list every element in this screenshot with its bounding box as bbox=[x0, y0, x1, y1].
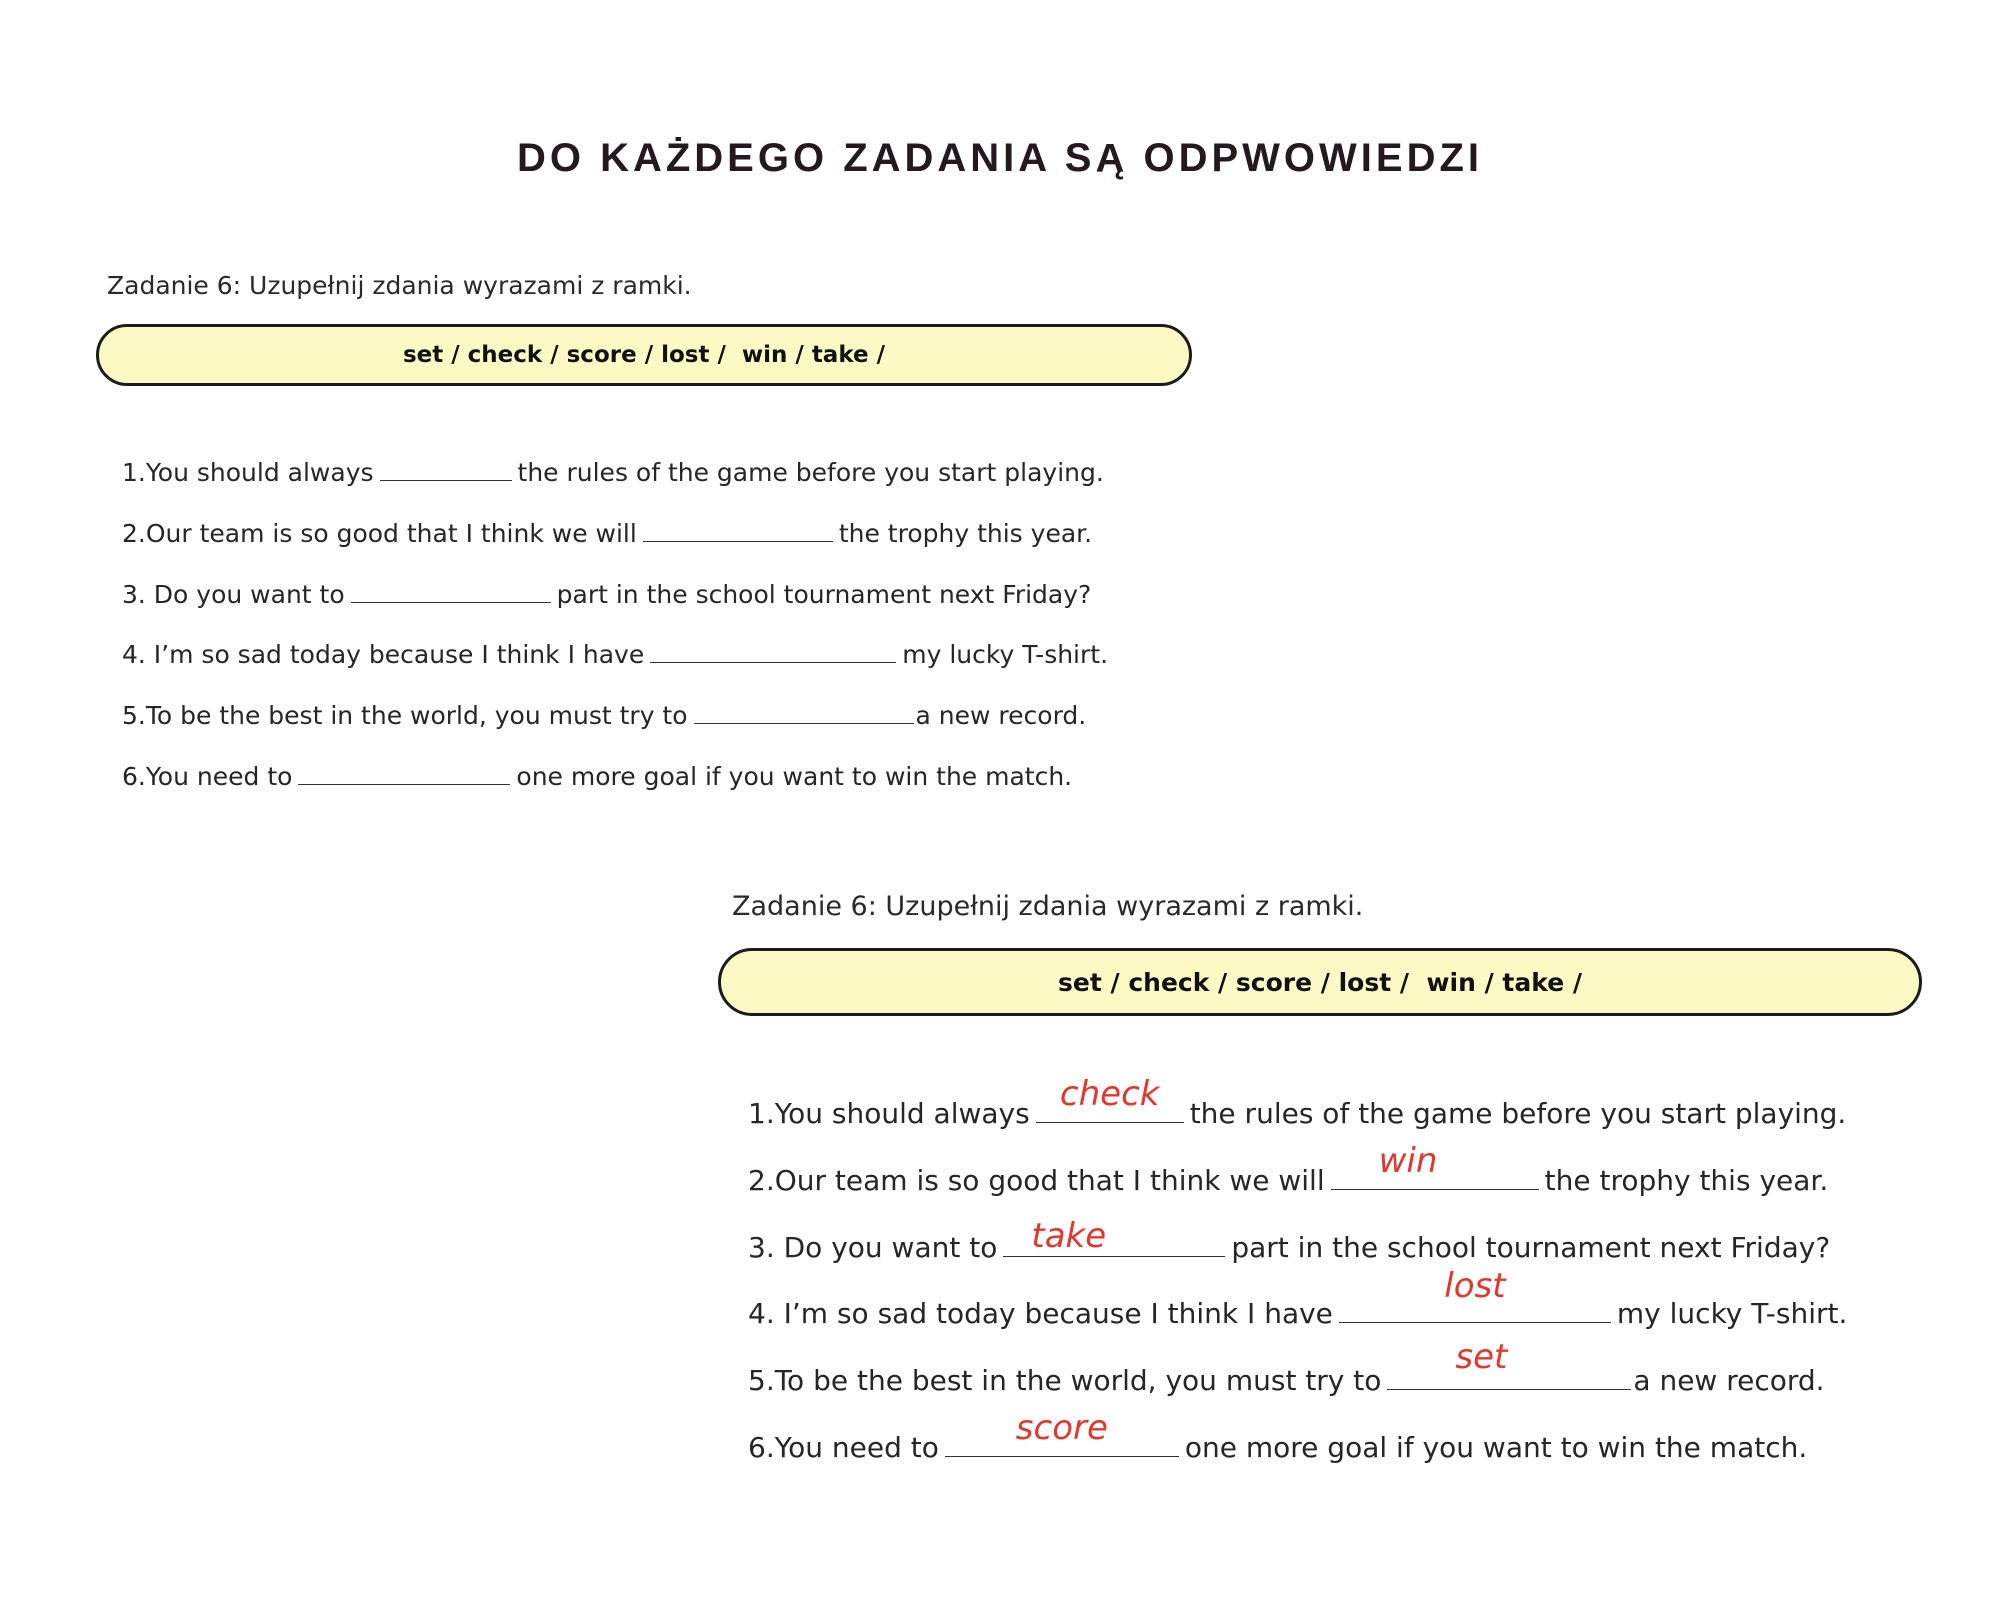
answer-blank[interactable] bbox=[351, 580, 551, 603]
sentence-text-after: part in the school tournament next Friday? bbox=[1231, 1231, 1831, 1264]
sentence-text-after: the rules of the game before you start playing. bbox=[517, 458, 1104, 487]
sentence-text-after: my lucky T-shirt. bbox=[902, 640, 1109, 669]
sentence-5 bbox=[748, 1337, 1825, 1397]
sentence-text-after: a new record. bbox=[915, 701, 1087, 730]
answer-blank[interactable] bbox=[1331, 1141, 1539, 1190]
answer-blank[interactable] bbox=[380, 458, 512, 481]
sentence-text-before: 3. Do you want to bbox=[122, 580, 345, 609]
sentence-text-after: one more goal if you want to win the match. bbox=[1184, 1431, 1808, 1464]
sentence-4 bbox=[748, 1266, 1848, 1330]
sentence-text-before: 3. Do you want to bbox=[748, 1231, 998, 1264]
task-instruction: Zadanie 6: Uzupełnij zdania wyrazami z ramki. bbox=[732, 891, 1364, 922]
sentence-text-before: 2.Our team is so good that I think we will bbox=[748, 1164, 1325, 1197]
sentence-6 bbox=[122, 762, 1072, 791]
page-heading: DO KAŻDEGO ZADANIA SĄ ODPWOWIEDZI bbox=[516, 136, 1484, 180]
answer-blank[interactable] bbox=[1036, 1074, 1184, 1123]
sentence-1 bbox=[748, 1074, 1847, 1130]
sentence-text-after: the trophy this year. bbox=[1544, 1164, 1829, 1197]
answer-blank[interactable] bbox=[694, 701, 914, 724]
word-bank-box: set / check / score / lost / win / take / bbox=[718, 948, 1922, 1016]
answer-text: win bbox=[1378, 1141, 1438, 1181]
answer-text: score bbox=[1015, 1408, 1108, 1448]
answer-text: lost bbox=[1444, 1266, 1506, 1306]
sentence-1 bbox=[122, 458, 1104, 487]
sentence-5 bbox=[122, 701, 1086, 730]
answer-blank[interactable] bbox=[650, 640, 896, 663]
sentence-text-before: 6.You need to bbox=[748, 1431, 939, 1464]
sentence-text-before: 4. I’m so sad today because I think I have bbox=[748, 1297, 1333, 1330]
answer-blank[interactable] bbox=[1339, 1266, 1611, 1323]
sentence-3 bbox=[122, 580, 1091, 609]
sentence-text-after: one more goal if you want to win the match. bbox=[516, 762, 1073, 791]
answer-blank[interactable] bbox=[643, 519, 833, 542]
sentence-4 bbox=[122, 640, 1108, 669]
sentence-text-before: 4. I’m so sad today because I think I have bbox=[122, 640, 645, 669]
sentence-text-after: my lucky T-shirt. bbox=[1616, 1297, 1848, 1330]
sentence-text-before: 1.You should always bbox=[122, 458, 374, 487]
answer-text: take bbox=[1031, 1216, 1107, 1256]
word-bank-box: set / check / score / lost / win / take / bbox=[96, 324, 1192, 386]
answer-blank[interactable] bbox=[945, 1408, 1179, 1457]
sentence-text-after: the trophy this year. bbox=[838, 519, 1093, 548]
sentence-text-after: the rules of the game before you start playing. bbox=[1189, 1097, 1847, 1130]
answer-blank[interactable] bbox=[1387, 1337, 1631, 1390]
sentence-text-before: 2.Our team is so good that I think we will bbox=[122, 519, 637, 548]
answer-text: set bbox=[1455, 1337, 1508, 1377]
sentence-text-after: part in the school tournament next Friday? bbox=[556, 580, 1092, 609]
sentence-text-before: 5.To be the best in the world, you must try to bbox=[748, 1364, 1382, 1397]
answer-blank[interactable] bbox=[1003, 1216, 1225, 1257]
answer-blank[interactable] bbox=[298, 762, 510, 785]
answer-text: check bbox=[1059, 1074, 1160, 1114]
sentence-2 bbox=[748, 1141, 1829, 1197]
sentence-text-before: 1.You should always bbox=[748, 1097, 1030, 1130]
sentence-text-before: 6.You need to bbox=[122, 762, 293, 791]
sentence-3 bbox=[748, 1216, 1831, 1264]
sentence-text-after: a new record. bbox=[1633, 1364, 1825, 1397]
task-instruction: Zadanie 6: Uzupełnij zdania wyrazami z ramki. bbox=[107, 271, 692, 300]
sentence-2 bbox=[122, 519, 1092, 548]
sentence-6 bbox=[748, 1408, 1808, 1464]
sentence-text-before: 5.To be the best in the world, you must try to bbox=[122, 701, 688, 730]
